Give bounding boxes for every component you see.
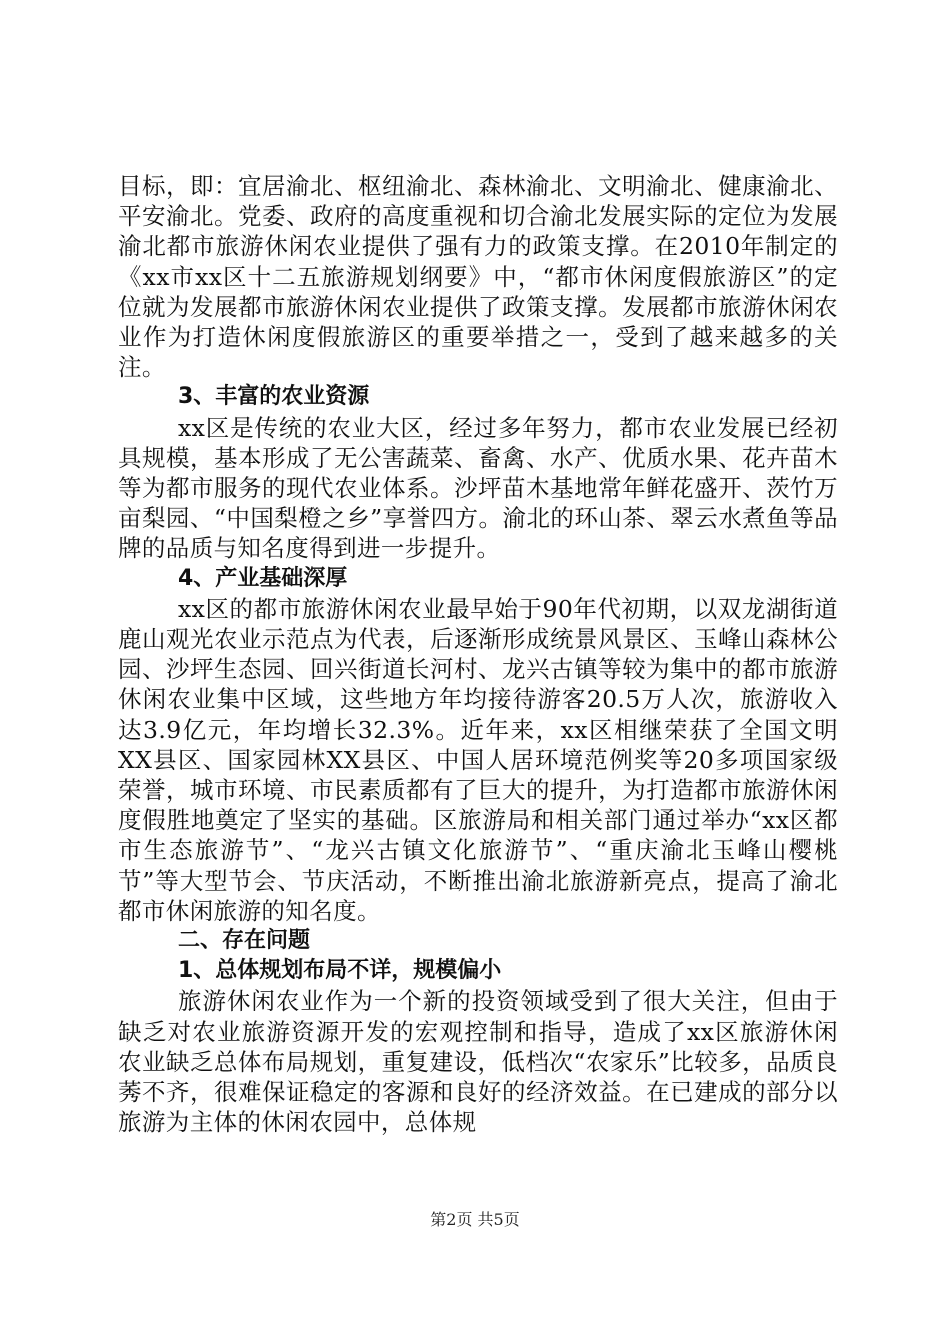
heading-planning-layout: 1、总体规划布局不详，规模偏小 xyxy=(178,958,502,984)
heading-industry-foundation: 4、产业基础深厚 xyxy=(178,565,348,591)
document-body xyxy=(118,171,838,1138)
paragraph-industry-foundation: xx区的都市旅游休闲农业最早始于90年代初期，以双龙湖街道鹿山观光农业示范点为代表，后逐渐形成统景风景区、玉峰山森林公园、沙坪生态园、回兴街道长河村、龙兴古镇等较为集中的都市旅游休闲农业集中区域，这些地方年均接待游客20.5万人次，旅游收入达3.9亿元，年均增长32.3%。近年来，xx区相继荣获了全国文明XX县区、国家园林XX县区、中国人居环境范例奖等20多项国家级荣誉，城市环境、市民素质都有了巨大的提升，为打造都市旅游休闲度假胜地奠定了坚实的基础。区旅游局和相关部门通过举办“xx区都市生态旅游节”、“龙兴古镇文化旅游节”、“重庆渝北玉峰山樱桃节”等大型节会、节庆活动，不断推出渝北旅游新亮点，提高了渝北都市休闲旅游的知名度。 xyxy=(118,594,838,925)
paragraph-agricultural-resources: xx区是传统的农业大区，经过多年努力，都市农业发展已经初具规模，基本形成了无公害蔬菜、畜禽、水产、优质水果、花卉苗木等为都市服务的现代农业体系。沙坪苗木基地常年鲜花盛开、茨竹万亩梨园、“中国梨橙之乡”享誉四方。渝北的环山茶、翠云水煮鱼等品牌的品质与知名度得到进一步提升。 xyxy=(118,413,838,563)
heading-agricultural-resources: 3、丰富的农业资源 xyxy=(178,384,370,410)
paragraph-planning-layout: 旅游休闲农业作为一个新的投资领域受到了很大关注，但由于缺乏对农业旅游资源开发的宏观控制和指导，造成了xx区旅游休闲农业缺乏总体布局规划，重复建设，低档次“农家乐”比较多，品质良莠不齐，很难保证稳定的客源和良好的经济效益。在已建成的部分以旅游为主体的休闲农园中，总体规 xyxy=(118,987,838,1137)
paragraph-policy-support: 目标，即：宜居渝北、枢纽渝北、森林渝北、文明渝北、健康渝北、平安渝北。党委、政府的高度重视和切合渝北发展实际的定位为发展渝北都市旅游休闲农业提供了强有力的政策支撑。在2010年制定的《xx市xx区十二五旅游规划纲要》中，“都市休闲度假旅游区”的定位就为发展都市旅游休闲农业提供了政策支撑。发展都市旅游休闲农业作为打造休闲度假旅游区的重要举措之一，受到了越来越多的关注。 xyxy=(118,172,838,382)
page-number-footer: 第2页 共5页 xyxy=(430,1210,520,1229)
heading-existing-problems: 二、存在问题 xyxy=(178,928,311,954)
